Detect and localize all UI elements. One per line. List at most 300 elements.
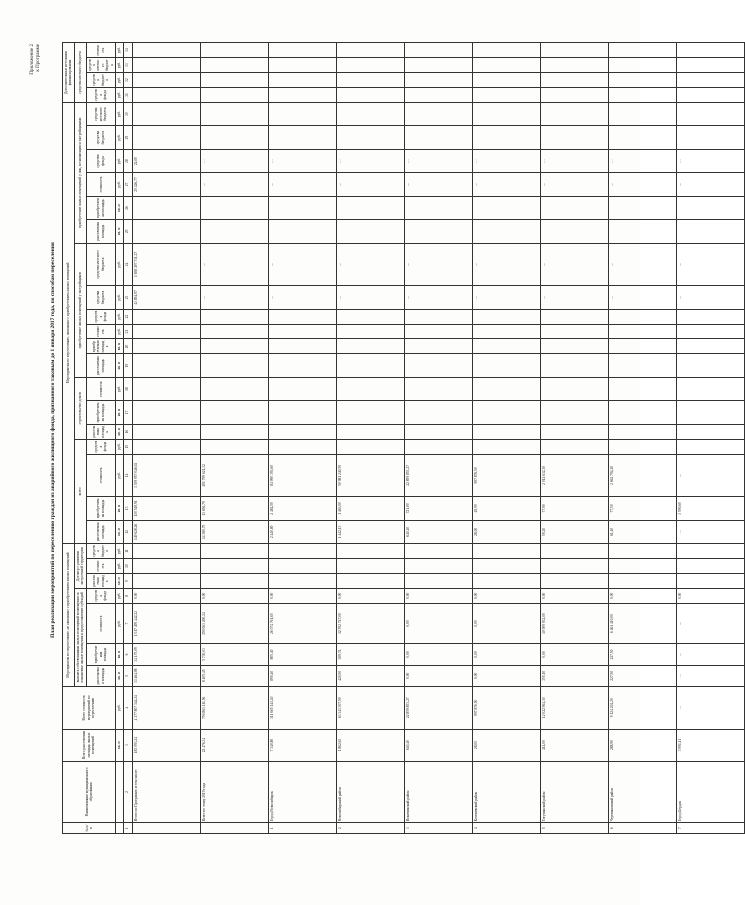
table-cell: …	[473, 243, 541, 286]
header-extra-sources: средства местного бюджета	[74, 43, 86, 103]
table-cell-empty	[405, 324, 473, 339]
table-cell: …	[405, 243, 473, 286]
table-cell: …	[677, 520, 745, 543]
table-cell-empty	[201, 324, 269, 339]
table-cell-empty	[473, 559, 541, 574]
table-cell-empty	[677, 88, 745, 103]
h-cost-3: стоимость	[86, 454, 115, 497]
table-cell: 14 380,75	[201, 520, 269, 543]
table-cell-empty	[133, 43, 201, 58]
row-municipality: Коченевский район	[473, 761, 541, 823]
header-agreement: Договор о развитии застроенной территории	[74, 544, 86, 589]
unit-cell: руб.	[116, 439, 124, 454]
table-cell-empty	[609, 58, 677, 73]
row-municipality: Итого по Программе, в том числе:	[133, 761, 201, 823]
table-cell: 149 628,26	[133, 520, 201, 543]
table-cell-empty	[541, 339, 609, 354]
unit-cell: кв. м	[116, 573, 124, 588]
table-cell-empty	[133, 220, 201, 243]
table-cell-empty	[405, 424, 473, 439]
table-cell: 3 590,60	[677, 497, 745, 520]
h-cost-6: стоимость	[86, 173, 115, 196]
table-cell-empty	[609, 439, 677, 454]
table-cell: …	[201, 173, 269, 196]
column-number-cell: 7	[124, 603, 133, 644]
table-cell-empty	[405, 439, 473, 454]
table-body	[133, 43, 745, 834]
unit-cell: руб.	[116, 686, 124, 729]
table-cell-empty	[201, 126, 269, 149]
annex-label	[30, 44, 42, 164]
h-area-6: расселяемая площадь	[86, 220, 115, 243]
column-number-cell: 15	[124, 439, 133, 454]
table-cell-empty	[405, 573, 473, 588]
table-cell: 0,00	[201, 588, 269, 603]
table-cell-empty	[269, 401, 337, 424]
table-cell-empty	[405, 401, 473, 424]
table-cell: 750 863 111,56	[201, 686, 269, 729]
table-cell-empty	[133, 88, 201, 103]
table-cell: 50 981 240,59	[337, 454, 405, 497]
table-cell-empty	[405, 544, 473, 559]
table-cell: 640,40	[405, 729, 473, 761]
table-cell-empty	[201, 544, 269, 559]
table-cell: 3 359 957 046,02	[133, 454, 201, 497]
table-cell-empty	[473, 126, 541, 149]
table-cell-empty	[269, 339, 337, 354]
table-cell: 28,00	[473, 520, 541, 543]
table-cell-empty	[133, 573, 201, 588]
unit-cell: кв. м	[116, 729, 124, 761]
table-cell: …	[677, 665, 745, 686]
table-cell-empty	[201, 58, 269, 73]
table-cell: …	[337, 243, 405, 286]
table-cell-empty	[201, 196, 269, 219]
table-cell-empty	[541, 377, 609, 400]
table-cell-empty	[473, 354, 541, 377]
table-cell-empty	[677, 377, 745, 400]
table-cell: …	[337, 173, 405, 196]
table-cell-empty	[405, 220, 473, 243]
table-cell: 491 799 621,32	[201, 454, 269, 497]
header-extra: Дополнительные источники финансирования	[63, 43, 75, 103]
table-cell-empty	[269, 559, 337, 574]
table-cell-empty	[609, 88, 677, 103]
table-cell-empty	[541, 439, 609, 454]
table-cell: 3	[405, 823, 473, 834]
table-cell: …	[473, 286, 541, 309]
table-cell: …	[677, 243, 745, 286]
table-cell-empty	[609, 401, 677, 424]
table-cell: 22 859 853,27	[405, 686, 473, 729]
h-acq-area-4: приобретаемая площадь	[86, 401, 115, 424]
table-cell-empty	[541, 309, 609, 324]
table-cell-empty	[337, 309, 405, 324]
h-cost-7: стоимость	[86, 43, 115, 58]
table-cell-empty	[609, 196, 677, 219]
table-cell-empty	[473, 339, 541, 354]
table-cell-empty	[609, 559, 677, 574]
h-budget-5: средства бюджета	[86, 286, 115, 309]
table-cell: 5 730,03	[201, 644, 269, 665]
table-cell: 2 012 632,30	[541, 454, 609, 497]
table-cell: 2 662 794,20	[609, 454, 677, 497]
table-cell-empty	[133, 544, 201, 559]
table-cell-empty	[677, 102, 745, 125]
table-cell-empty	[133, 126, 201, 149]
table-cell-empty	[133, 309, 201, 324]
h-local-6: средства местного бюджета	[86, 102, 115, 125]
table-cell: 288,90	[609, 729, 677, 761]
h-acq-area-6: приобретаемая площадь	[86, 196, 115, 219]
table-cell-empty	[677, 354, 745, 377]
table-cell-empty	[609, 324, 677, 339]
table-cell-empty	[337, 439, 405, 454]
table-cell-empty	[133, 354, 201, 377]
table-cell: 0,00	[269, 588, 337, 603]
table-cell-empty	[405, 43, 473, 58]
table-cell	[201, 823, 269, 834]
table-cell: 4	[473, 823, 541, 834]
table-cell: 227,50	[609, 644, 677, 665]
column-number-cell: 26	[124, 196, 133, 219]
h-fund-3: средства фонда	[86, 439, 115, 454]
table-cell: 2	[337, 823, 405, 834]
unit-cell: руб.	[116, 309, 124, 324]
table-cell: 34 175,09	[133, 644, 201, 665]
column-number-cell: 16	[124, 424, 133, 439]
unit-cell: руб.	[116, 243, 124, 286]
table-cell-empty	[541, 544, 609, 559]
table-cell: …	[405, 286, 473, 309]
table-cell-empty	[337, 573, 405, 588]
table-cell-empty	[133, 377, 201, 400]
h-area-3: расселяемая площадь	[86, 520, 115, 543]
column-number-cell: 10	[124, 559, 133, 574]
table-cell: 7 340,80	[269, 729, 337, 761]
table-cell-empty	[337, 401, 405, 424]
table-cell-empty	[677, 439, 745, 454]
table-cell: …	[677, 149, 745, 172]
header-mo: Наименование муниципального образования	[63, 761, 116, 823]
header-cost: Всего стоимость мероприятий по переселению	[63, 686, 116, 729]
table-cell-empty	[609, 424, 677, 439]
table-row	[677, 43, 745, 834]
table-row	[201, 43, 269, 834]
column-number-cell: 2	[124, 761, 133, 823]
table-cell-empty	[337, 424, 405, 439]
h-cost-4: стоимость	[86, 377, 115, 400]
table-cell-empty	[405, 88, 473, 103]
table-cell-empty	[133, 196, 201, 219]
table-cell: …	[609, 149, 677, 172]
table-cell: 43 854,97	[133, 286, 201, 309]
table-cell: …	[201, 243, 269, 286]
rotated-sheet	[26, 40, 683, 840]
table-cell: 13 656,79	[201, 497, 269, 520]
table-cell: 0,00	[541, 588, 609, 603]
column-number-cell: 5	[124, 665, 133, 686]
table-cell: …	[677, 286, 745, 309]
table-cell: …	[337, 286, 405, 309]
table-cell-empty	[133, 73, 201, 88]
table-cell-empty	[541, 73, 609, 88]
table-cell: …	[269, 286, 337, 309]
table-cell-empty	[405, 73, 473, 88]
table-cell-empty	[609, 102, 677, 125]
row-municipality: Город Бердск	[677, 761, 745, 823]
table-cell-empty	[473, 43, 541, 58]
h-acq-area-5: приобретаемая площадь	[86, 339, 115, 354]
table-cell-empty	[337, 354, 405, 377]
table-cell: 0,00	[609, 588, 677, 603]
table-cell-empty	[677, 220, 745, 243]
table-cell: 3 991,11	[677, 729, 745, 761]
table-cell: 10 009 932,00	[541, 603, 609, 644]
table-cell: 8 405,45	[201, 665, 269, 686]
unit-cell: руб.	[116, 377, 124, 400]
table-cell-empty	[541, 324, 609, 339]
column-number-cell: 8	[124, 588, 133, 603]
header-group-no-new: Мероприятия по переселению, не связанные с приобретением жилых помещений	[63, 544, 75, 687]
table-cell: 997 876,50	[473, 686, 541, 729]
table-cell-empty	[609, 354, 677, 377]
unit-cell: руб.	[116, 324, 124, 339]
table-cell-empty	[677, 324, 745, 339]
column-number-cell: 12	[124, 520, 133, 543]
row-municipality: Всего по этапу 2019 года	[201, 761, 269, 823]
table-cell: 1 463,00	[337, 497, 405, 520]
table-cell-empty	[201, 377, 269, 400]
table-cell: 259 063 490,24	[201, 603, 269, 644]
table-cell-empty	[269, 220, 337, 243]
table-cell: 28,00	[473, 729, 541, 761]
column-number-cell: 23	[124, 286, 133, 309]
row-municipality: Новосибирский район	[337, 761, 405, 823]
row-municipality: Тогучинский район	[541, 761, 609, 823]
table-cell: 309,74	[337, 644, 405, 665]
unit-cell: руб.	[116, 454, 124, 497]
column-number-cell: 32	[124, 73, 133, 88]
table-cell: 4 377 807 344,24	[133, 686, 201, 729]
unit-cell: кв. м	[116, 220, 124, 243]
table-cell-empty	[337, 43, 405, 58]
table-row	[405, 43, 473, 834]
table-cell: …	[473, 173, 541, 196]
table-cell-empty	[269, 354, 337, 377]
table-cell: 2 484,50	[269, 497, 337, 520]
table-row	[473, 43, 541, 834]
h-local-5: средства местного бюджета	[86, 243, 115, 286]
header-purchase-other: приобретение жилых помещений у лиц, не являющихся застройщиками	[74, 102, 86, 243]
table-cell: 22 476,34	[201, 729, 269, 761]
table-cell-empty	[133, 439, 201, 454]
table-cell-empty	[201, 573, 269, 588]
table-cell-empty	[473, 196, 541, 219]
table-cell: …	[677, 603, 745, 644]
column-number-row	[124, 43, 133, 834]
unit-cell: кв. м	[116, 644, 124, 665]
table-row	[609, 43, 677, 834]
table-cell: 26 074 761,65	[269, 603, 337, 644]
table-cell: …	[269, 173, 337, 196]
table-cell: 1 862,63	[337, 729, 405, 761]
unit-cell: кв. м	[116, 196, 124, 219]
table-cell: 0,00	[405, 588, 473, 603]
h-cost-2: стоимость	[86, 559, 115, 574]
table-cell: …	[609, 243, 677, 286]
header-no: № п/п	[63, 823, 116, 834]
header-purchase-dev: приобретение жилых помещений у застройщиков	[74, 243, 86, 377]
table-cell: 0,00	[405, 644, 473, 665]
unit-cell: кв. м	[116, 354, 124, 377]
column-number-cell: 34	[124, 43, 133, 58]
row-municipality: Искитимский район	[405, 761, 473, 823]
table-cell-empty	[541, 58, 609, 73]
table-cell: 355,10	[541, 665, 609, 686]
table-cell-empty	[473, 573, 541, 588]
unit-cell: кв. м	[116, 520, 124, 543]
table-cell: …	[201, 149, 269, 172]
annex-line-1: Приложение 2	[30, 44, 35, 75]
table-cell: 0,00	[473, 665, 541, 686]
table-cell-empty	[133, 102, 201, 125]
table-cell-empty	[541, 196, 609, 219]
table-cell-empty	[133, 324, 201, 339]
table-cell-empty	[677, 58, 745, 73]
table-cell: 84 990 393,60	[269, 454, 337, 497]
table-cell-empty	[269, 377, 337, 400]
table-cell: 890,40	[269, 665, 337, 686]
table-cell-empty	[201, 424, 269, 439]
table-row	[337, 43, 405, 834]
table-cell-empty	[405, 196, 473, 219]
unit-cell: руб.	[116, 588, 124, 603]
table-cell-empty	[405, 339, 473, 354]
table-cell: 414,00	[541, 729, 609, 761]
table-cell-empty	[609, 309, 677, 324]
unit-cell: руб.	[116, 286, 124, 309]
table-cell-empty	[133, 339, 201, 354]
table-cell-empty	[201, 439, 269, 454]
header-payment: выплата собственникам жилых помещений возмещения за изымаемые жилые помещения и предоставление субсидий	[74, 588, 86, 686]
table-cell-empty	[337, 324, 405, 339]
table-cell-empty	[677, 73, 745, 88]
h-cost-5: стоимость	[86, 324, 115, 339]
table-cell: 6	[609, 823, 677, 834]
row-municipality: Черепановский район	[609, 761, 677, 823]
table-cell-empty	[337, 220, 405, 243]
table-cell-empty	[405, 354, 473, 377]
table-cell-empty	[269, 126, 337, 149]
unit-row	[116, 43, 124, 834]
table-cell-empty	[541, 559, 609, 574]
table-cell-empty	[609, 220, 677, 243]
table-cell: …	[405, 173, 473, 196]
table-cell-empty	[269, 309, 337, 324]
column-number-cell: 30	[124, 102, 133, 125]
unit-cell: кв. м	[116, 497, 124, 520]
column-number-cell: 25	[124, 220, 133, 243]
h-area-4: расселяемая площадь	[86, 424, 115, 439]
table-cell-empty	[337, 339, 405, 354]
table-cell	[133, 823, 201, 834]
table-cell-empty	[609, 377, 677, 400]
table-cell-empty	[677, 126, 745, 149]
table-cell-empty	[201, 339, 269, 354]
h-fund-5: средства фонда	[86, 309, 115, 324]
table-row	[541, 43, 609, 834]
h-fund: средства фонда	[86, 588, 115, 603]
table-cell-empty	[473, 324, 541, 339]
table-cell-empty	[609, 73, 677, 88]
table-cell: 61,40	[609, 520, 677, 543]
table-cell-empty	[473, 220, 541, 243]
unit-cell: руб.	[116, 43, 124, 58]
table-cell-empty	[201, 559, 269, 574]
table-cell-empty	[541, 220, 609, 243]
table-cell: 183 093,24	[133, 729, 201, 761]
table-cell-empty	[337, 126, 405, 149]
h-fund-7: средства фонда	[86, 88, 115, 103]
table-cell-empty	[337, 88, 405, 103]
column-number-cell: 13	[124, 497, 133, 520]
table-cell-empty	[541, 43, 609, 58]
table-cell-empty	[405, 126, 473, 149]
table-cell-empty	[269, 324, 337, 339]
column-number-cell: 28	[124, 149, 133, 172]
column-number-cell: 17	[124, 401, 133, 424]
table-cell-empty	[405, 377, 473, 400]
header-row-1	[63, 43, 75, 834]
table-cell-empty	[269, 58, 337, 73]
unit-cell: руб.	[116, 149, 124, 172]
unit-cell: кв. м	[116, 665, 124, 686]
table-cell: 1 017 495 442,22	[133, 603, 201, 644]
unit-cell: руб.	[116, 173, 124, 196]
h-fund-6: средства фонда	[86, 149, 115, 172]
table-cell-empty	[269, 196, 337, 219]
column-number-cell: 4	[124, 686, 133, 729]
table-cell-empty	[201, 220, 269, 243]
table-cell: …	[541, 149, 609, 172]
unit-cell: руб.	[116, 58, 124, 73]
table-cell-empty	[677, 573, 745, 588]
table-cell-empty	[609, 339, 677, 354]
table-cell: 721,00	[405, 497, 473, 520]
table-cell-empty	[337, 58, 405, 73]
table-cell-empty	[201, 102, 269, 125]
h-area: расселяемая площадь	[86, 665, 115, 686]
unit-cell: руб.	[116, 603, 124, 644]
table-cell-empty	[677, 339, 745, 354]
table-row	[269, 43, 337, 834]
table-cell: 640,40	[405, 520, 473, 543]
table-cell: 311 665 141,40	[269, 686, 337, 729]
table-cell: …	[201, 286, 269, 309]
table-cell-empty	[201, 354, 269, 377]
table-cell-empty	[201, 309, 269, 324]
table-cell-empty	[541, 573, 609, 588]
table-cell-empty	[133, 424, 201, 439]
table-cell-empty	[337, 73, 405, 88]
table-cell: 22 859 853,27	[405, 454, 473, 497]
table-cell-empty	[541, 424, 609, 439]
table-cell-empty	[133, 401, 201, 424]
table-cell-empty	[541, 88, 609, 103]
table-cell: 997 876,50	[473, 454, 541, 497]
column-number-cell: 19	[124, 354, 133, 377]
